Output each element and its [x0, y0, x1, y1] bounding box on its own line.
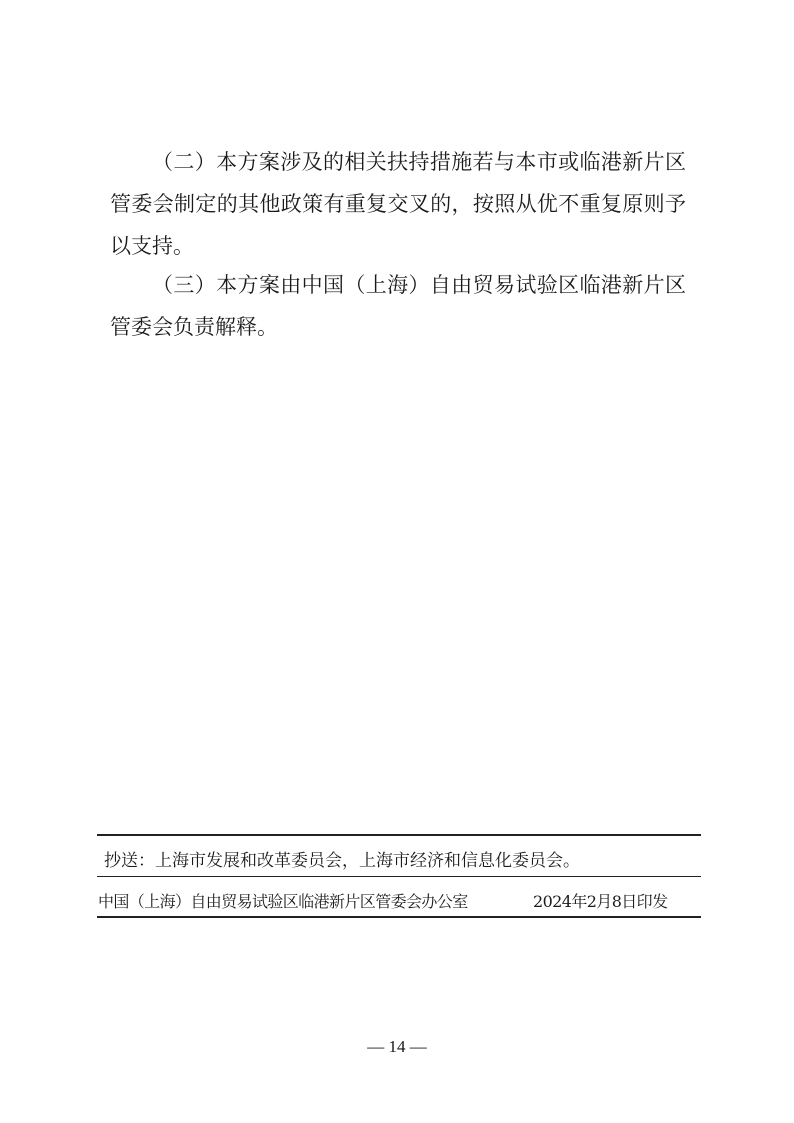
issue-date: 2024年2月8日印发 — [533, 892, 668, 911]
paragraph-2-line-2: 管委会制定的其他政策有重复交叉的，按照从优不重复原则予 — [110, 192, 686, 216]
footer-top-rule — [97, 834, 701, 836]
paragraph-3-line-2: 管委会负责解释。 — [110, 315, 278, 339]
paragraph-2-line-1: （二）本方案涉及的相关扶持措施若与本市或临港新片区 — [152, 150, 686, 174]
paragraph-2-line-3: 以支持。 — [110, 234, 194, 258]
issuing-office: 中国（上海）自由贸易试验区临港新片区管委会办公室 — [98, 892, 468, 911]
cc-recipients: 抄送：上海市发展和改革委员会，上海市经济和信息化委员会。 — [104, 851, 580, 871]
page-number: — 14 — — [367, 1037, 427, 1056]
paragraph-3-line-1: （三）本方案由中国（上海）自由贸易试验区临港新片区 — [152, 273, 686, 297]
footer-bottom-rule — [97, 916, 701, 918]
footer-middle-rule — [97, 876, 701, 877]
